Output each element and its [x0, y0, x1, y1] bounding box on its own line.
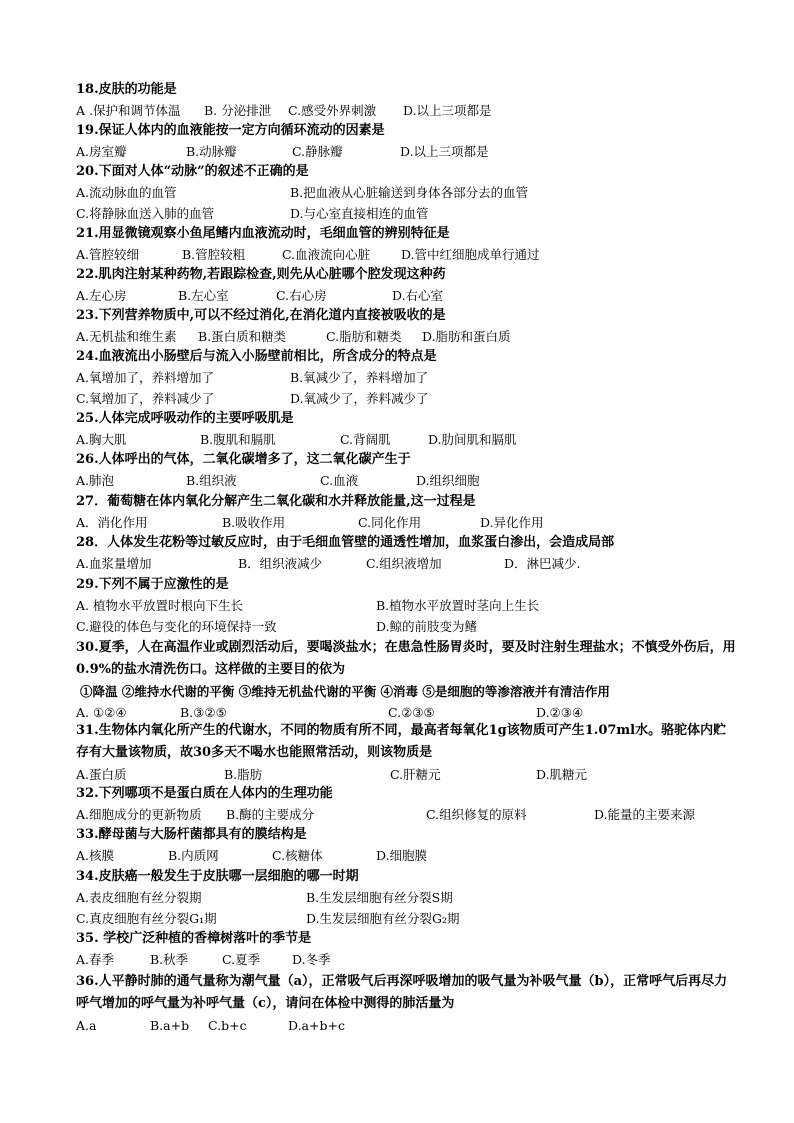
option-b: B.③②⑤: [180, 705, 227, 720]
question-19: [76, 121, 736, 162]
question-stem: 34.皮肤癌一般发生于皮肤哪一层细胞的哪一时期: [76, 869, 359, 884]
question-36: [76, 971, 736, 1036]
question-stem: 18.皮肤的功能是: [76, 82, 177, 97]
option-a: A.a: [76, 1018, 97, 1033]
options-row: [76, 804, 736, 825]
question-stem: 36.人平静时肺的通气量称为潮气量（a），正常吸气后再深呼吸增加的吸气量为补吸气量（b），正常呼气后再尽力呼气增加的呼气量为补呼气量（c），请问在体检中测得的肺活量为: [76, 974, 728, 1011]
question-stem: 25.人体完成呼吸动作的主要呼吸肌是: [76, 411, 294, 426]
option-a: A．消化作用: [76, 515, 148, 530]
option-c: C.感受外界刺激: [288, 103, 377, 118]
question-23: [76, 306, 736, 347]
option-d: D.与心室直接相连的血管: [290, 206, 429, 221]
option-b: B.氧减少了，养料增加了: [290, 370, 429, 385]
options-row: [76, 141, 736, 162]
question-stem: 26.人体呼出的气体，二氧化碳增多了，这二氧化碳产生于: [76, 452, 411, 467]
option-b: B．组织液减少: [238, 556, 323, 571]
option-a: A. 植物水平放置时根向下生长: [76, 598, 243, 613]
option-a: A.核膜: [76, 848, 115, 863]
options-row: [76, 367, 736, 388]
option-d: D.冬季: [292, 952, 331, 967]
option-b: B.组织液: [186, 473, 237, 488]
question-22: [76, 265, 736, 306]
option-a: A. ①②④: [76, 705, 127, 720]
question-stem: 20.下面对人体“动脉”的叙述不正确的是: [76, 164, 309, 179]
question-stem: 27．葡萄糖在体内氧化分解产生二氧化碳和水并释放能量,这一过程是: [76, 494, 476, 509]
question-stem: 31.生物体内氧化所产生的代谢水，不同的物质有所不同，最高者每氧化1g该物质可产生1.07ml水。骆驼体内贮存有大量该物质，故30多天不喝水也能照常活动，则该物质是: [76, 723, 727, 760]
option-b: B.内质网: [168, 848, 219, 863]
option-d: D.以上三项都是: [400, 144, 489, 159]
option-d: D.异化作用: [480, 515, 544, 530]
option-a: A.春季: [76, 952, 115, 967]
options-row: [76, 887, 736, 908]
question-stem: 33.酵母菌与大肠杆菌都具有的膜结构是: [76, 827, 307, 842]
options-row: [76, 764, 736, 785]
option-d: D.生发层细胞有丝分裂G₂期: [306, 911, 460, 926]
option-a: A.胸大肌: [76, 432, 127, 447]
option-a: A.细胞成分的更新物质: [76, 807, 202, 822]
question-30: [76, 637, 736, 723]
option-c: C.静脉瓣: [292, 144, 343, 159]
option-d: D．淋巴减少.: [504, 556, 581, 571]
options-row: [76, 100, 736, 121]
options-row: [76, 326, 736, 347]
options-row: [76, 244, 736, 265]
options-row: [76, 429, 736, 450]
option-d: D.细胞膜: [376, 848, 428, 863]
option-d: D.②③④: [536, 705, 584, 720]
option-b: B.吸收作用: [222, 515, 286, 530]
option-c: C.血液流向心脏: [282, 247, 371, 262]
option-b: B.植物水平放置时茎向上生长: [376, 598, 540, 613]
question-35: [76, 929, 736, 970]
option-d: D.以上三项都是: [403, 103, 492, 118]
option-a: A.蛋白质: [76, 767, 127, 782]
option-a: A.流动脉血的血管: [76, 185, 177, 200]
option-b: B.左心室: [178, 288, 229, 303]
question-stem: 35. 学校广泛种植的香樟树落叶的季节是: [76, 931, 312, 946]
option-c: C.背阔肌: [340, 432, 391, 447]
question-stem: 29.下列不属于应激性的是: [76, 577, 229, 592]
option-c: C.同化作用: [358, 515, 422, 530]
option-c: C.避役的体色与变化的环境保持一致: [76, 619, 277, 634]
option-b: B.生发层细胞有丝分裂S期: [306, 890, 453, 905]
question-28: [76, 533, 736, 574]
option-c: C.组织液增加: [366, 556, 442, 571]
option-a: A.左心房: [76, 288, 127, 303]
option-c: C.血液: [320, 473, 359, 488]
options-row: [76, 388, 736, 409]
option-b: B.蛋白质和糖类: [198, 329, 287, 344]
option-b: B.a+b: [150, 1018, 190, 1033]
options-row: [76, 182, 736, 203]
option-b: B.动脉瓣: [186, 144, 237, 159]
options-row: [76, 908, 736, 929]
question-25: [76, 409, 736, 450]
option-b: B.把血液从心脏输送到身体各部分去的血管: [290, 185, 529, 200]
question-31: [76, 720, 736, 785]
options-row: [76, 285, 736, 306]
option-a: A.肺泡: [76, 473, 115, 488]
question-33: [76, 825, 736, 866]
option-c: C.将静脉血送入肺的血管: [76, 206, 215, 221]
option-a: A.血浆量增加: [76, 556, 152, 571]
options-row: [76, 553, 736, 574]
option-d: D.脂肪和蛋白质: [422, 329, 511, 344]
option-a: A.管腔较细: [76, 247, 140, 262]
question-stem: 21.用显微镜观察小鱼尾鳍内血液流动时，毛细血管的辨别特征是: [76, 226, 450, 241]
question-stem: 28．人体发生花粉等过敏反应时，由于毛细血管壁的通透性增加，血浆蛋白渗出，会造成局部: [76, 535, 615, 550]
option-d: D.肌糖元: [536, 767, 588, 782]
question-stem: 30.夏季，人在高温作业或剧烈活动后，要喝淡盐水；在患急性肠胃炎时，要及时注射生理盐水；不慎受外伤后，用0.9%的盐水清洗伤口。这样做的主要目的依为: [76, 640, 736, 677]
options-row: [76, 512, 736, 533]
option-c: C.真皮细胞有丝分裂G₁期: [76, 911, 217, 926]
numbered-statements: ①降温 ②维持水代谢的平衡 ③维持无机盐代谢的平衡 ④消毒 ⑤是细胞的等渗溶液并有清洁作用: [80, 684, 610, 699]
question-27: [76, 492, 736, 533]
option-c: C.肝糖元: [390, 767, 441, 782]
option-b: B.酶的主要成分: [226, 807, 315, 822]
options-row: [76, 616, 736, 637]
question-stem: 23.下列营养物质中,可以不经过消化,在消化道内直接被吸收的是: [76, 308, 446, 323]
question-stem: 32.下列哪项不是蛋白质在人体内的生理功能: [76, 786, 333, 801]
option-a: A.表皮细胞有丝分裂期: [76, 890, 202, 905]
option-a: A.房室瓣: [76, 144, 127, 159]
option-c: C.组织修复的原料: [426, 807, 527, 822]
option-d: D.管中红细胞成单行通过: [401, 247, 540, 262]
option-b: B.秋季: [150, 952, 189, 967]
options-row: [76, 470, 736, 491]
question-24: [76, 347, 736, 409]
option-a: A.氧增加了，养料增加了: [76, 370, 215, 385]
question-21: [76, 224, 736, 265]
option-d: D.鲸的前肢变为鳍: [376, 619, 478, 634]
option-a: A .保护和调节体温: [76, 103, 181, 118]
option-d: D.肋间肌和膈肌: [428, 432, 517, 447]
option-c: C.核糖体: [272, 848, 323, 863]
option-c: C.②③⑤: [388, 705, 435, 720]
option-d: D.氧减少了，养料减少了: [290, 391, 429, 406]
option-b: B. 分泌排泄: [204, 103, 272, 118]
options-row: [76, 203, 736, 224]
option-b: B.腹肌和膈肌: [200, 432, 276, 447]
option-d: D.a+b+c: [288, 1018, 345, 1033]
option-c: C.氧增加了，养料减少了: [76, 391, 215, 406]
option-c: C.夏季: [222, 952, 261, 967]
question-32: [76, 784, 736, 825]
question-34: [76, 867, 736, 929]
options-row: [76, 949, 736, 970]
question-20: [76, 162, 736, 224]
option-d: D.能量的主要来源: [594, 807, 696, 822]
statement-list: [76, 681, 736, 702]
question-18: [76, 80, 736, 121]
option-c: C.右心房: [276, 288, 327, 303]
question-26: [76, 450, 736, 491]
option-a: A.无机盐和维生素: [76, 329, 177, 344]
option-d: D.组织细胞: [416, 473, 480, 488]
option-d: D.右心室: [392, 288, 444, 303]
options-row: [76, 845, 736, 866]
option-c: C.b+c: [208, 1018, 247, 1033]
option-c: C.脂肪和糖类: [326, 329, 402, 344]
question-stem: 24.血液流出小肠壁后与流入小肠壁前相比，所含成分的特点是: [76, 349, 437, 364]
question-stem: 22.肌肉注射某种药物,若跟踪检查,则先从心脏哪个腔发现这种药: [76, 267, 446, 282]
option-b: B.脂肪: [224, 767, 263, 782]
options-row: [76, 595, 736, 616]
question-stem: 19.保证人体内的血液能按一定方向循环流动的因素是: [76, 123, 385, 138]
options-row: [76, 1015, 736, 1036]
option-b: B.管腔较粗: [182, 247, 246, 262]
question-29: [76, 575, 736, 637]
